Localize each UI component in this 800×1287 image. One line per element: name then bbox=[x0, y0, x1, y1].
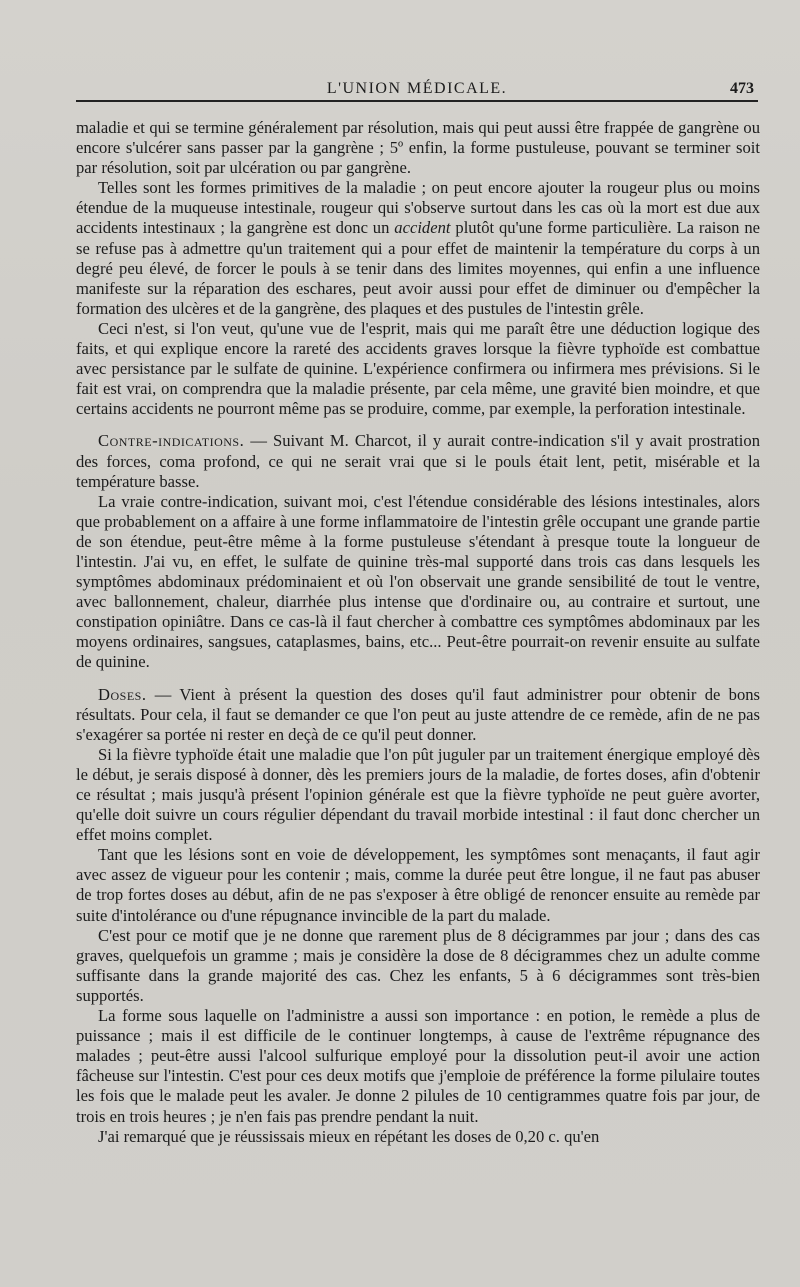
page-number: 473 bbox=[730, 80, 754, 97]
paragraph: J'ai remarqué que je réussissais mieux en répétant les doses de 0,20 c. qu'en bbox=[98, 1126, 600, 1146]
paragraph: La forme sous laquelle on l'administre a aussi son importance : en potion, le remède a plus de puissance ; mais il est difficile de le continuer longtemps, à cause de l'extrême répugnance des malades ; peut-être aussi l'alcool sulfurique employé pour la dissolution peut-il avoir une action fâcheuse sur l'intestin. C'est pour ces deux motifs que j'emploie de préférence la forme pilulaire toutes les fois que le malade peut les avaler. Je donne 2 pilules de 10 centigrammes quatre fois par jour, de trois en trois heures ; je n'en fais pas prendre pendant la nuit. bbox=[76, 1006, 760, 1126]
section-heading: Doses. bbox=[98, 684, 147, 704]
page-body bbox=[76, 118, 760, 1147]
paragraph: maladie et qui se termine généralement par résolution, mais qui peut aussi être frappée de gangrène ou encore s'ulcérer sans passer par la gangrène ; 5º enfin, la forme pustuleuse, pouvant se terminer soit par résolution, soit par ulcération ou par gangrène. bbox=[76, 118, 760, 178]
paragraph bbox=[76, 178, 760, 319]
paragraph-text: Telles sont les formes primitives de la maladie ; on peut encore ajouter la rougeur plus ou moins étendue de la muqueuse intestinale, rougeur qui s'observe surtout dans les cas où la mort est due aux accidents intestinaux ; la gangrène est donc un bbox=[76, 178, 760, 238]
emphasis-text: accident bbox=[394, 218, 451, 238]
section-heading: Contre-indications. bbox=[98, 431, 245, 451]
paragraph-text: — Vient à présent la question des doses qu'il faut administrer pour obtenir de bons résultats. Pour cela, il faut se demander ce que l'on peut au juste attendre de ce remède, afin de ne pas s'exagérer sa portée ni rester en deçà de ce qu'il peut donner. bbox=[76, 684, 760, 744]
paragraph-text: — Suivant M. Charcot, il y aurait contre-indication s'il y avait prostration des forces, coma profond, ce qui ne serait vrai que si le pouls était lent, petit, misérable et la température basse. bbox=[76, 431, 760, 491]
paragraph: C'est pour ce motif que je ne donne que rarement plus de 8 décigrammes par jour ; dans des cas graves, quelquefois un gramme ; mais je considère la dose de 8 décigrammes chez un adulte comme suffisante dans la grande majorité des cas. Chez les enfants, 5 à 6 décigrammes sont très-bien supportés. bbox=[76, 925, 760, 1005]
paragraph: La vraie contre-indication, suivant moi, c'est l'étendue considérable des lésions intestinales, alors que probablement on a affaire à une forme inflammatoire de l'intestin grêle occupant une grande partie de son étendue, peut-être même à la forme pustuleuse s'étendant à presque toute la longueur de l'intestin. J'ai vu, en effet, le sulfate de quinine très-mal supporté dans trois cas dans lesquels les symptômes abdominaux prédominaient et où l'on observait une grande sensibilité de tout le ventre, avec ballonnement, chaleur, diarrhée plus intense que d'ordinaire ou, au contraire et surtout, une constipation opiniâtre. Dans ce cas-là il faut chercher à combattre ces symptômes abdominaux par les moyens ordinaires, sangsues, cataplasmes, bains, etc... Peut-être pourrait-on revenir ensuite au sulfate de quinine. bbox=[76, 491, 760, 672]
paragraph: Tant que les lésions sont en voie de développement, les symptômes sont menaçants, il faut agir avec assez de vigueur pour les contenir ; mais, comme la durée peut être longue, il ne faut pas abuser de trop fortes doses au début, afin de ne pas s'exposer à être obligé de renoncer ensuite au remède par suite d'intolérance ou d'une répugnance invincible de la part du malade. bbox=[76, 845, 760, 925]
header-rule bbox=[76, 100, 758, 102]
running-title: L'UNION MÉDICALE. bbox=[326, 80, 508, 97]
paragraph: Si la fièvre typhoïde était une maladie que l'on pût juguler par un traitement énergique employé dès le début, je serais disposé à donner, dès les premiers jours de la maladie, de fortes doses, afin d'obtenir ce résultat ; mais jusqu'à présent l'opinion générale est que la fièvre typhoïde ne peut guère avorter, qu'elle doit suivre un cours régulier dépendant du travail morbide intestinal : il faut donc chercher un effet moins complet. bbox=[76, 744, 760, 845]
running-header bbox=[76, 76, 758, 102]
paragraph: Ceci n'est, si l'on veut, qu'une vue de l'esprit, mais qui me paraît être une déduction logique des faits, et qui explique encore la rareté des accidents graves lorsque la fièvre typhoïde est combattue avec persistance par le sulfate de quinine. L'expérience confirmera ou infirmera mes prévisions. Si le fait est vrai, on comprendra que la maladie présente, par cela même, une gravité bien moindre, et que certains accidents ne pourront même pas se produire, comme, par exemple, la perforation intestinale. bbox=[76, 318, 760, 419]
paragraph bbox=[76, 685, 760, 745]
paragraph-text: plutôt qu'une forme particulière. La raison ne se refuse pas à admettre qu'un traitement qui a pour effet de maintenir la température du corps à un degré peu élevé, de forcer le pouls à se tenir dans des limites moyennes, qui enfin a une influence manifeste sur la réparation des eschares, peut avoir aussi pour effet de diminuer ou d'empêcher la formation des ulcères et de la gangrène, des plaques et des pustules de l'intestin grêle. bbox=[76, 218, 760, 318]
paragraph bbox=[76, 431, 760, 491]
